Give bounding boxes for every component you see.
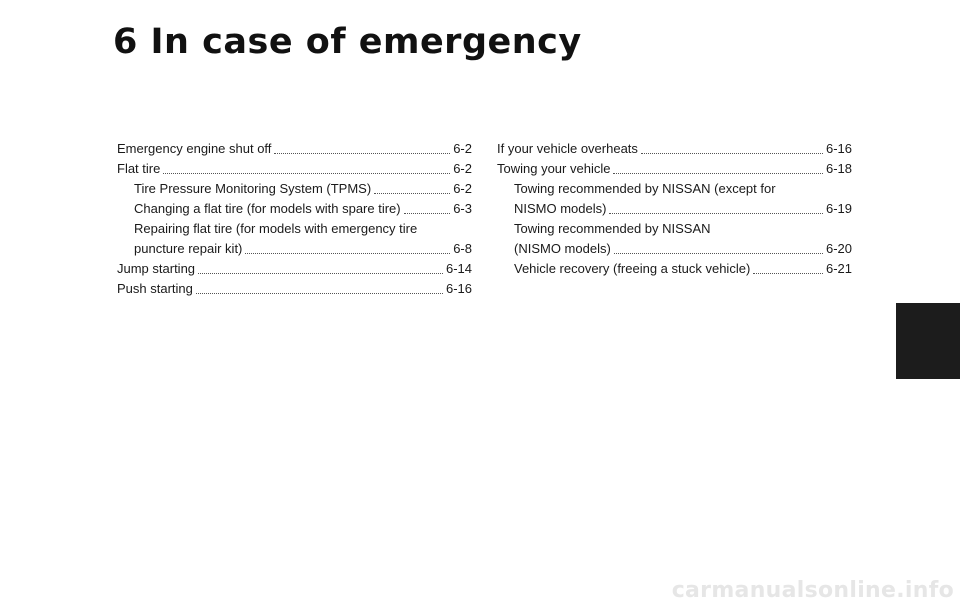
watermark: carmanualsonline.info (671, 578, 954, 603)
toc-entry-towing-nismo[interactable] (514, 219, 852, 259)
toc-page-number: 6-21 (825, 261, 852, 276)
toc-entry-label: Towing your vehicle (497, 161, 611, 176)
toc-entry-emergency-engine-shut-off[interactable] (117, 139, 472, 159)
toc-entry-flat-tire[interactable] (117, 159, 472, 179)
toc-entry-vehicle-recovery[interactable] (514, 259, 852, 279)
toc-entry-towing-your-vehicle[interactable] (497, 159, 852, 179)
toc-entry-label-line1: Towing recommended by NISSAN (except for (514, 181, 776, 196)
dot-leader (404, 212, 451, 214)
dot-leader (614, 252, 823, 254)
chapter-title: 6 In case of emergency (113, 22, 582, 62)
toc-column-right (497, 139, 852, 279)
toc-entry-label: Emergency engine shut off (117, 141, 272, 156)
toc-entry-label-line2: (NISMO models) (514, 241, 611, 256)
toc-page-number: 6-14 (445, 261, 472, 276)
dot-leader (641, 152, 823, 154)
toc-page-number: 6-8 (453, 241, 472, 256)
dot-leader (163, 172, 450, 174)
toc-entry-jump-starting[interactable] (117, 259, 472, 279)
toc-page-number: 6-2 (453, 141, 472, 156)
toc-page-number: 6-16 (445, 281, 472, 296)
dot-leader (374, 192, 450, 194)
toc-entry-label-line1: Towing recommended by NISSAN (514, 221, 711, 236)
dot-leader (198, 272, 443, 274)
toc-entry-label: If your vehicle overheats (497, 141, 638, 156)
toc-entry-label-line2: puncture repair kit) (134, 241, 243, 256)
toc-page-number: 6-20 (825, 241, 852, 256)
toc-entry-vehicle-overheats[interactable] (497, 139, 852, 159)
dot-leader (274, 152, 450, 154)
toc-entry-label: Push starting (117, 281, 193, 296)
dot-leader (245, 252, 450, 254)
toc-page-number: 6-2 (453, 161, 472, 176)
toc-page-number: 6-16 (825, 141, 852, 156)
toc-column-left (117, 139, 472, 299)
toc-entry-label-line2: NISMO models) (514, 201, 607, 216)
dot-leader (609, 212, 823, 214)
toc-entry-tpms[interactable] (134, 179, 472, 199)
chapter-thumb-tab (896, 303, 960, 379)
toc-entry-towing-except-nismo[interactable] (514, 179, 852, 219)
toc-page-number: 6-2 (453, 181, 472, 196)
dot-leader (613, 172, 823, 174)
toc-entry-label: Vehicle recovery (freeing a stuck vehicle) (514, 261, 751, 276)
toc-entry-label: Jump starting (117, 261, 196, 276)
toc-entry-label: Tire Pressure Monitoring System (TPMS) (134, 181, 372, 196)
toc-entry-changing-flat-tire[interactable] (134, 199, 472, 219)
toc-entry-repairing-flat-tire[interactable] (134, 219, 472, 259)
toc-entry-label-line1: Repairing flat tire (for models with emergency tire (134, 221, 418, 236)
toc-page-number: 6-19 (825, 201, 852, 216)
toc-page-number: 6-3 (453, 201, 472, 216)
toc-entry-label: Changing a flat tire (for models with spare tire) (134, 201, 401, 216)
dot-leader (196, 292, 443, 294)
toc-entry-push-starting[interactable] (117, 279, 472, 299)
toc-entry-label: Flat tire (117, 161, 161, 176)
dot-leader (753, 272, 823, 274)
toc-page-number: 6-18 (825, 161, 852, 176)
